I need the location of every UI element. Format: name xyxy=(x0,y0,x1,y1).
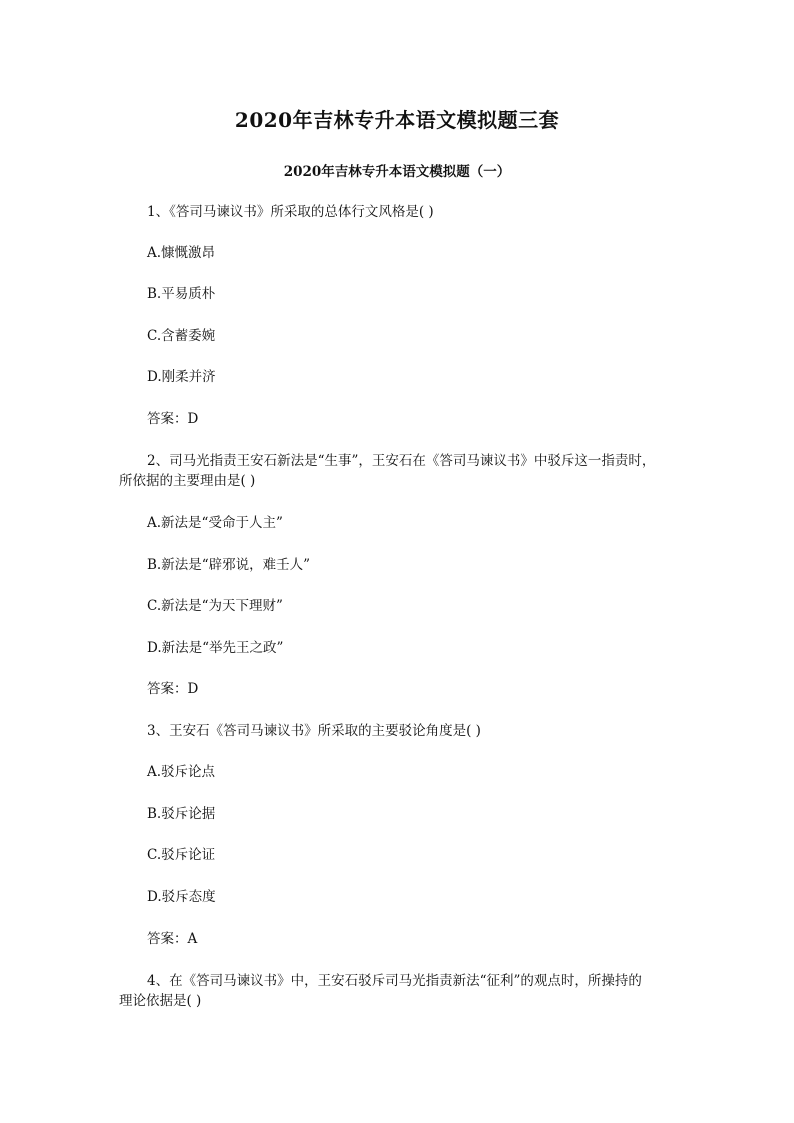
question-2-option-d: D.新法是“举先王之政” xyxy=(147,640,284,656)
question-3-option-b: B.驳斥论据 xyxy=(147,806,216,822)
question-1-option-b: B.平易质朴 xyxy=(147,286,216,302)
question-2-stem: 2、司马光指责王安石新法是“生事”，王安石在《答司马谏议书》中驳斥这一指责时， xyxy=(147,453,656,469)
question-1-stem: 1、《答司马谏议书》所采取的总体行文风格是( ) xyxy=(147,204,434,220)
question-3-option-c: C.驳斥论证 xyxy=(147,847,216,863)
question-3-option-d: D.驳斥态度 xyxy=(147,889,216,905)
question-1-answer: 答案：D xyxy=(147,411,199,427)
question-2-answer: 答案：D xyxy=(147,681,199,697)
question-4-stem: 4、在《答司马谏议书》中，王安石驳斥司马光指责新法“征利”的观点时，所操持的 xyxy=(147,973,642,989)
question-2-option-b: B.新法是“辟邪说，难壬人” xyxy=(147,557,311,573)
section-title: 2020年吉林专升本语文模拟题（一） xyxy=(283,164,511,180)
question-2-option-a: A.新法是“受命于人主” xyxy=(147,515,283,531)
question-1-option-d: D.刚柔并济 xyxy=(147,369,216,385)
question-3-option-a: A.驳斥论点 xyxy=(147,764,216,780)
question-3-answer: 答案：A xyxy=(147,931,198,947)
question-4-stem-continued: 理论依据是( ) xyxy=(119,993,202,1009)
question-2-stem-continued: 所依据的主要理由是( ) xyxy=(119,473,256,489)
document-title: 2020年吉林专升本语文模拟题三套 xyxy=(234,108,560,132)
question-1-option-c: C.含蓄委婉 xyxy=(147,328,216,344)
question-1-option-a: A.慷慨激昂 xyxy=(147,245,216,261)
question-2-option-c: C.新法是“为天下理财” xyxy=(147,598,283,614)
question-3-stem: 3、王安石《答司马谏议书》所采取的主要驳论角度是( ) xyxy=(147,723,481,739)
